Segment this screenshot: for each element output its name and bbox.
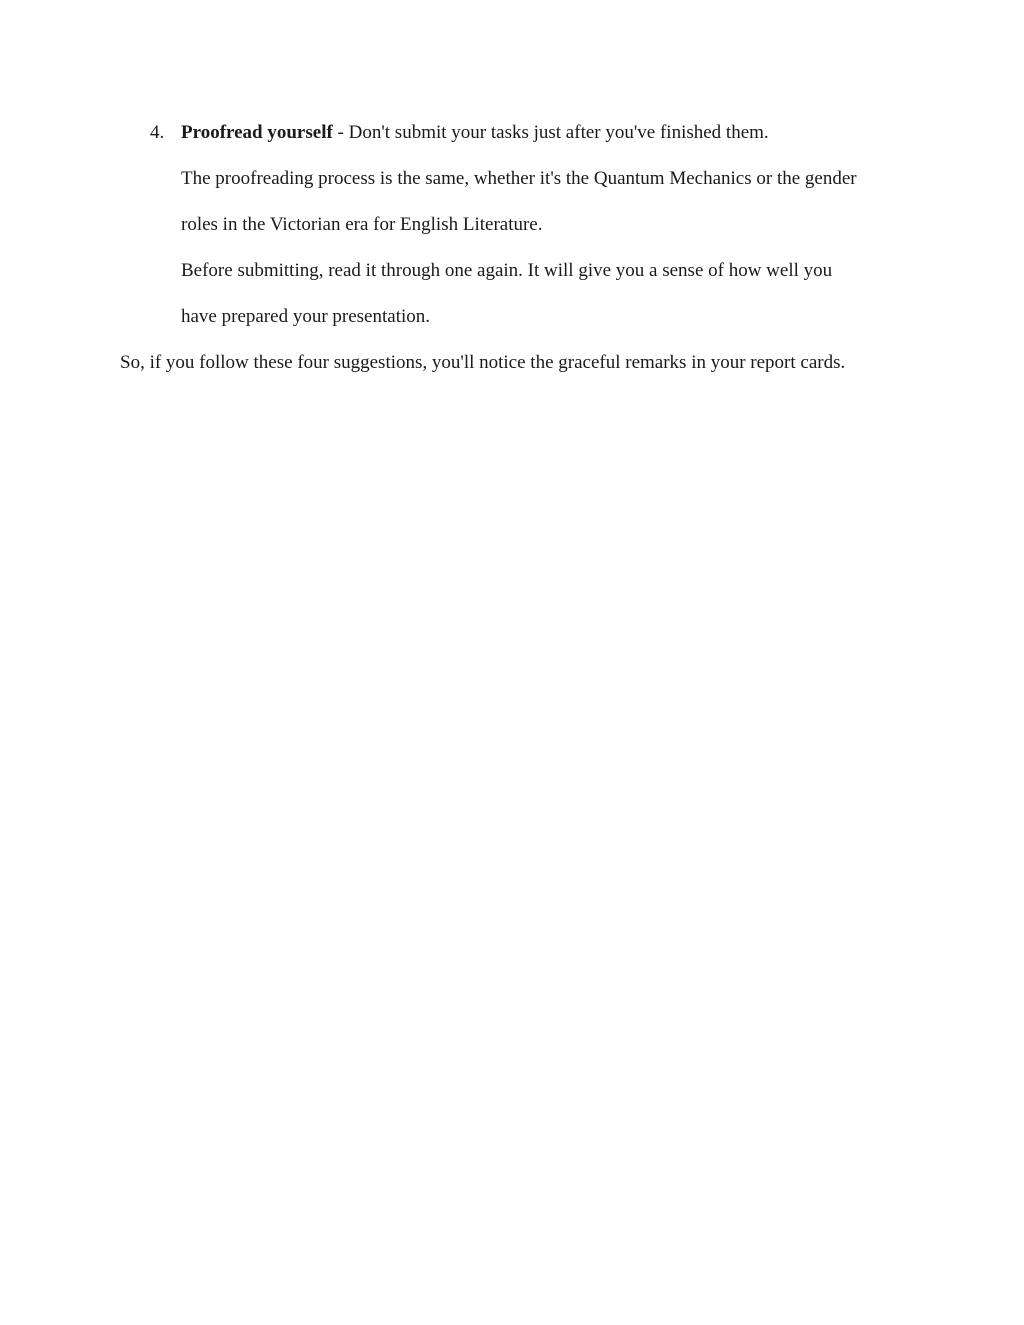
- paragraph2-line1: Before submitting, read it through one again. It will give you a sense of how well you: [181, 260, 833, 281]
- list-item-body: [181, 119, 911, 331]
- closing-paragraph: So, if you follow these four suggestions, you'll notice the graceful remarks in your report cards.: [120, 352, 846, 373]
- list-item-first-line: [181, 119, 911, 147]
- paragraph1-line1: The proofreading process is the same, whether it's the Quantum Mechanics or the gender: [181, 168, 857, 189]
- list-item-lead: - Don't submit your tasks just after you've finished them.: [332, 122, 769, 143]
- list-item-heading: Proofread yourself: [181, 122, 333, 143]
- list-item-number: 4.: [150, 122, 165, 143]
- paragraph1-line2: roles in the Victorian era for English Literature.: [181, 214, 543, 235]
- paragraph2-line2: have prepared your presentation.: [181, 306, 431, 327]
